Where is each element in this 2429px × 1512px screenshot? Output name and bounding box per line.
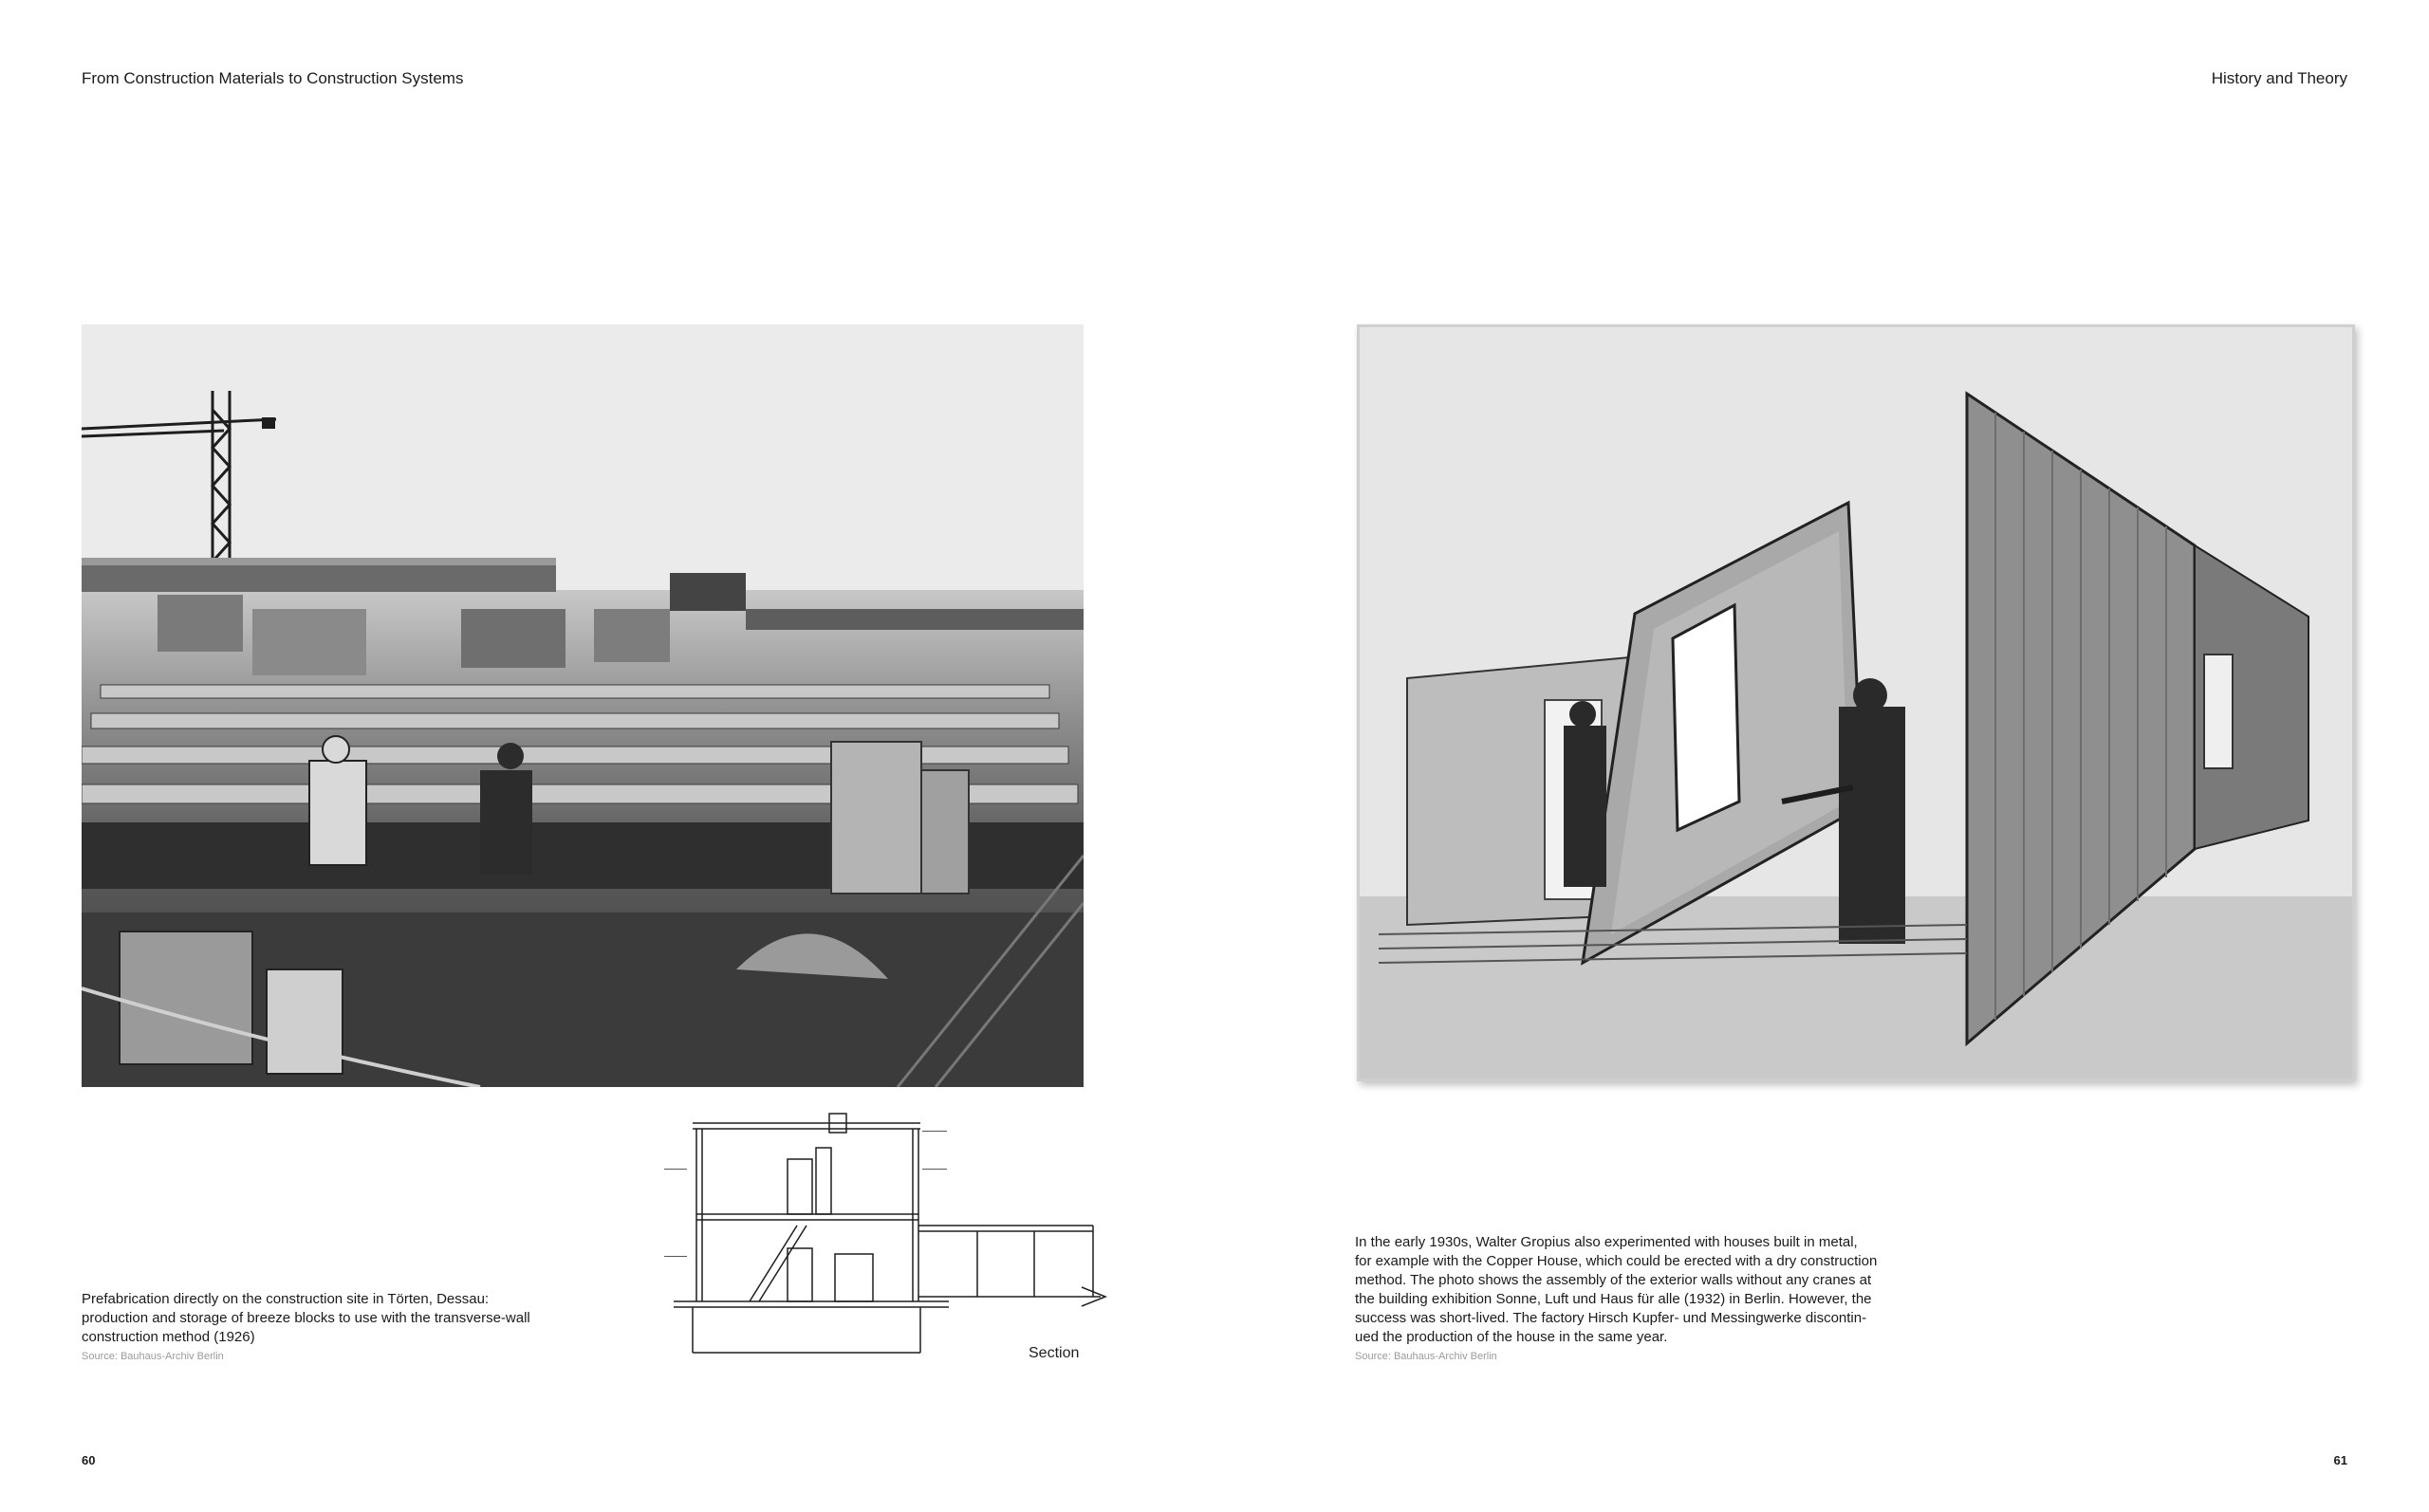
caption-right <box>1355 1233 1915 1364</box>
caption-line: method. The photo shows the assembly of the exterior walls without any cranes at <box>1355 1272 1872 1288</box>
caption-line: construction method (1926) <box>82 1329 255 1345</box>
caption-left <box>82 1290 651 1364</box>
section-label: Section <box>1029 1345 1080 1361</box>
caption-line: Prefabrication directly on the construction site in Törten, Dessau: <box>82 1291 490 1307</box>
caption-source: Source: Bauhaus-Archiv Berlin <box>1355 1351 1497 1362</box>
construction-site-photo <box>82 324 1084 1087</box>
caption-line: ued the production of the house in the same year. <box>1355 1329 1668 1345</box>
copper-house-assembly-photo <box>1357 324 2355 1081</box>
caption-source: Source: Bauhaus-Archiv Berlin <box>82 1351 224 1362</box>
section-drawing <box>664 1112 1112 1368</box>
caption-line: success was short-lived. The factory Hirsch Kupfer- und Messingwerke discontin- <box>1355 1310 1867 1326</box>
caption-line: the building exhibition Sonne, Luft und Haus für alle (1932) in Berlin. However, the <box>1355 1291 1872 1307</box>
running-head-left: From Construction Materials to Construction Systems <box>82 69 464 87</box>
caption-line: production and storage of breeze blocks to use with the transverse-wall <box>82 1310 530 1326</box>
page-number-right: 61 <box>2333 1453 2347 1467</box>
caption-line: for example with the Copper House, which could be erected with a dry construction <box>1355 1253 1878 1269</box>
running-head-right: History and Theory <box>2211 69 2347 87</box>
caption-line: In the early 1930s, Walter Gropius also experimented with houses built in metal, <box>1355 1234 1858 1250</box>
page-number-left: 60 <box>82 1453 96 1467</box>
